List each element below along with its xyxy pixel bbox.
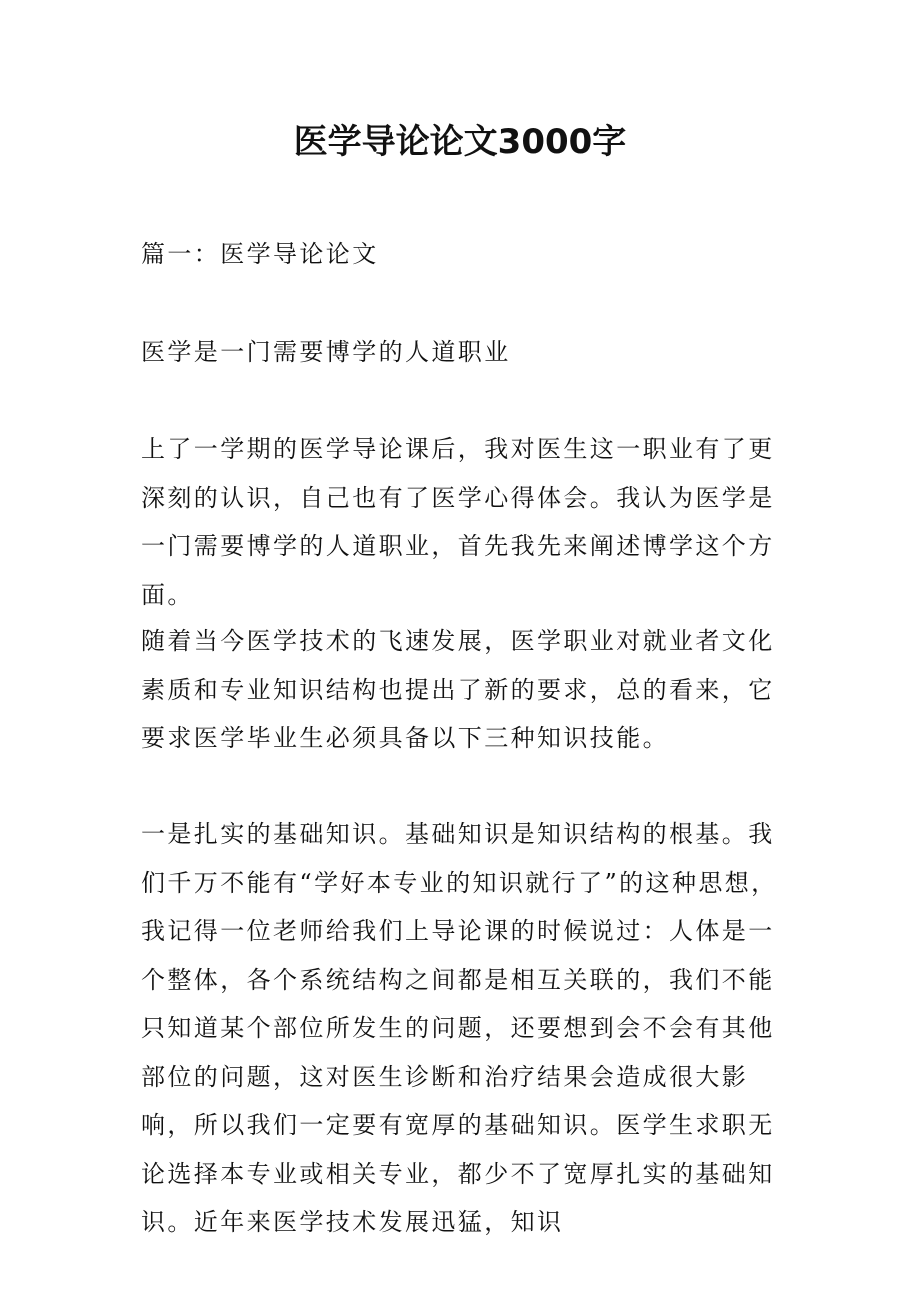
section-heading: 篇一：医学导论论文	[141, 240, 379, 268]
essay-subtitle: 医学是一门需要博学的人道职业	[141, 338, 511, 366]
body-paragraph: 上了一学期的医学导论课后，我对医生这一职业有了更深刻的认识，自己也有了医学心得体会。我认为医学是一门需要博学的人道职业，首先我先来阐述博学这个方面。	[141, 435, 775, 609]
body-paragraph: 随着当今医学技术的飞速发展，医学职业对就业者文化素质和专业知识结构也提出了新的要求，总的看来，它要求医学毕业生必须具备以下三种知识技能。	[141, 627, 775, 752]
document-title: 医学导论论文3000字	[293, 122, 627, 162]
body-paragraph: 一是扎实的基础知识。基础知识是知识结构的根基。我们千万不能有“学好本专业的知识就行了”的这种思想，我记得一位老师给我们上导论课的时候说过：人体是一个整体，各个系统结构之间都是相互关联的，我们不能只知道某个部位所发生的问题，还要想到会不会有其他部位的问题，这对医生诊断和治疗结果会造成很大影响，所以我们一定要有宽厚的基础知识。医学生求职无论选择本专业或相关专业，都少不了宽厚扎实的基础知识。近年来医学技术发展迅猛，知识	[141, 820, 778, 1236]
